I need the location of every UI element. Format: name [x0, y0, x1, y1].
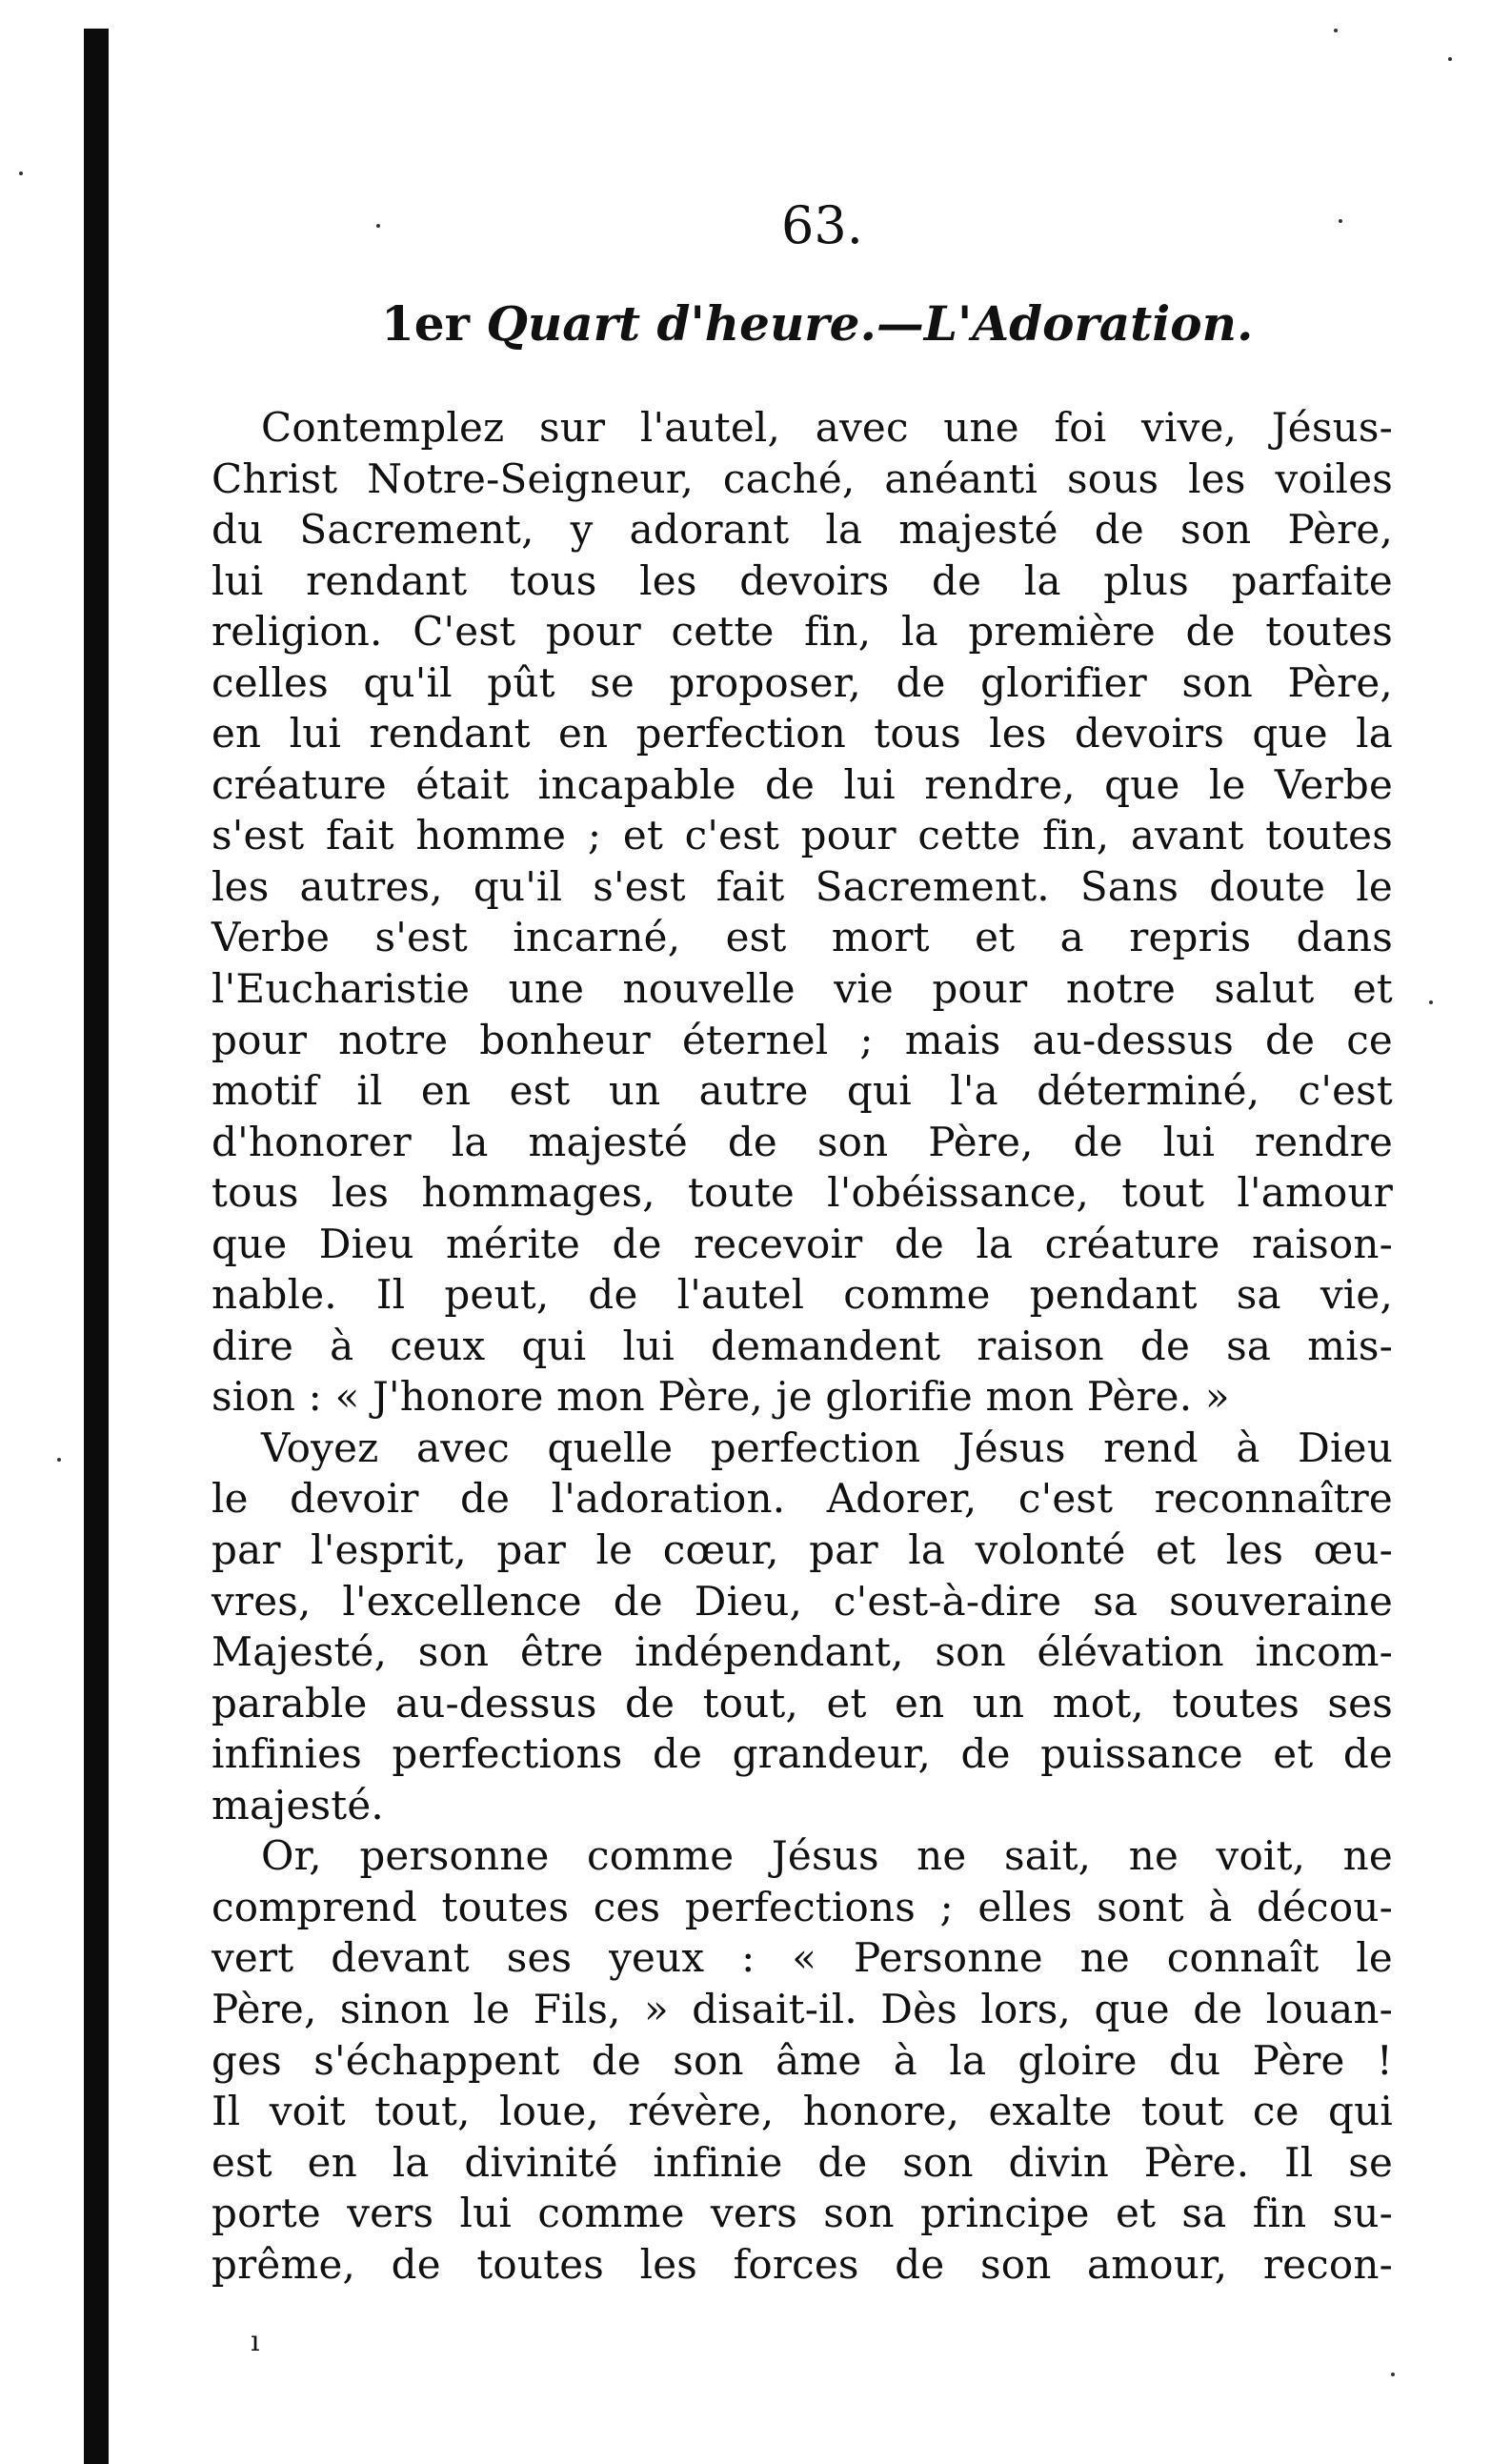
- text-line: celles qu'il pût se proposer, de glorifier son Père,: [212, 658, 1393, 706]
- text-line: Il voit tout, loue, révère, honore, exalte tout ce qui: [212, 2088, 1393, 2135]
- text-line: Verbe s'est incarné, est mort et a repris dans: [212, 914, 1393, 961]
- scan-speck: [19, 172, 23, 175]
- text-line: l'Eucharistie une nouvelle vie pour notre salut et: [212, 965, 1393, 1013]
- text-line: Majesté, son être indépendant, son élévation incom-: [212, 1628, 1393, 1676]
- scan-speck: [1334, 29, 1338, 32]
- text-line: Christ Notre-Seigneur, caché, anéanti sous les voiles: [212, 454, 1393, 502]
- scan-speck: [1429, 1000, 1433, 1004]
- text-line: vert devant ses yeux : « Personne ne connaît le: [212, 1934, 1393, 1982]
- text-line: vres, l'excellence de Dieu, c'est-à-dire sa souveraine: [212, 1577, 1393, 1625]
- section-title-number: 1er: [381, 295, 470, 352]
- text-line: créature était incapable de lui rendre, que le Verbe: [212, 760, 1393, 808]
- text-line: par l'esprit, par le cœur, par la volonté et les œu-: [212, 1526, 1393, 1574]
- text-line: motif il en est un autre qui l'a déterminé, c'est: [212, 1067, 1393, 1115]
- text-line: infinies perfections de grandeur, de puissance et de: [212, 1730, 1393, 1778]
- scan-speck: [376, 224, 380, 228]
- text-line: nable. Il peut, de l'autel comme pendant sa vie,: [212, 1271, 1393, 1319]
- scan-speck: [57, 1458, 61, 1462]
- scan-speck: [1391, 2373, 1395, 2376]
- scan-speck: [1339, 219, 1342, 223]
- text-line: sion : « J'honore mon Père, je glorifie mon Père. »: [212, 1373, 1230, 1421]
- body-text: [212, 402, 1393, 2290]
- text-line: porte vers lui comme vers son principe et sa fin su-: [212, 2190, 1393, 2237]
- text-line: Or, personne comme Jésus ne sait, ne voit, ne: [261, 1832, 1393, 1880]
- text-line: du Sacrement, y adorant la majesté de son Père,: [212, 506, 1393, 554]
- text-line: prême, de toutes les forces de son amour, recon-: [212, 2240, 1393, 2288]
- text-line: s'est fait homme ; et c'est pour cette fin, avant toutes: [212, 812, 1393, 859]
- scan-speck: [1448, 57, 1452, 61]
- text-line: tous les hommages, toute l'obéissance, tout l'amour: [212, 1169, 1393, 1217]
- text-line: Contemplez sur l'autel, avec une foi vive, Jésus-: [261, 404, 1393, 451]
- text-line: le devoir de l'adoration. Adorer, c'est reconnaître: [212, 1475, 1393, 1523]
- text-line: d'honorer la majesté de son Père, de lui rendre: [212, 1118, 1393, 1165]
- text-line: les autres, qu'il s'est fait Sacrement. Sans doute le: [212, 862, 1393, 910]
- text-line: Voyez avec quelle perfection Jésus rend à Dieu: [261, 1424, 1393, 1471]
- binding-edge: [84, 29, 109, 2464]
- section-title-text: Quart d'heure.—L'Adoration.: [486, 295, 1254, 352]
- text-line: dire à ceux qui lui demandent raison de sa mis-: [212, 1322, 1393, 1369]
- text-line: est en la divinité infinie de son divin Père. Il se: [212, 2138, 1393, 2186]
- text-line: majesté.: [212, 1781, 384, 1828]
- text-line: comprend toutes ces perfections ; elles sont à décou-: [212, 1883, 1393, 1930]
- section-title: [381, 295, 1253, 352]
- page-number: 63.: [781, 195, 863, 255]
- footer-mark: ı: [251, 2325, 260, 2358]
- text-line: Père, sinon le Fils, » disait-il. Dès lors, que de louan-: [212, 1985, 1393, 2032]
- text-line: lui rendant tous les devoirs de la plus parfaite: [212, 556, 1393, 604]
- text-line: en lui rendant en perfection tous les devoirs que la: [212, 710, 1393, 757]
- text-line: pour notre bonheur éternel ; mais au-dessus de ce: [212, 1016, 1393, 1063]
- text-line: religion. C'est pour cette fin, la première de toutes: [212, 608, 1393, 656]
- text-line: ges s'échappent de son âme à la gloire du Père !: [212, 2036, 1393, 2084]
- text-line: parable au-dessus de tout, et en un mot, toutes ses: [212, 1679, 1393, 1727]
- text-line: que Dieu mérite de recevoir de la créature raison-: [212, 1220, 1393, 1267]
